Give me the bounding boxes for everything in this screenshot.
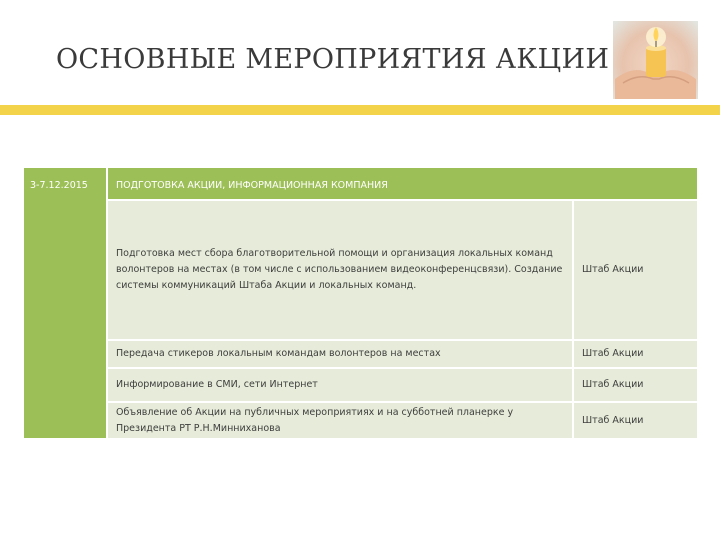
responsible-cell	[574, 403, 697, 438]
table-header-label: ПОДГОТОВКА АКЦИИ, ИНФОРМАЦИОННАЯ КОМПАНИЯ	[116, 180, 388, 191]
task-text: Объявление об Акции на публичных мероприятиях и на субботней планерке у Президента РТ Р.Н.Минниханова	[116, 406, 514, 434]
candle-in-hands-photo	[613, 21, 698, 99]
date-label: 3-7.12.2015	[30, 180, 88, 191]
date-column	[24, 168, 106, 438]
table-row	[108, 403, 572, 438]
task-text: Информирование в СМИ, сети Интернет	[116, 379, 318, 390]
task-text: Подготовка мест сбора благотворительной помощи и организация локальных команд волонтеров на местах (в том числе с использованием видеоконференцсвязи). Создание системы коммуникаций Штаба Акции и локальных команд.	[116, 248, 563, 291]
responsible-cell	[574, 369, 697, 401]
responsible-text: Штаб Акции	[582, 348, 644, 359]
responsible-text: Штаб Акции	[582, 414, 644, 426]
responsible-cell	[574, 341, 697, 367]
table-row	[108, 201, 572, 339]
responsible-text: Штаб Акции	[582, 264, 644, 275]
task-text: Передача стикеров локальным командам волонтеров на местах	[116, 348, 441, 359]
table-row	[108, 369, 572, 401]
responsible-cell	[574, 201, 697, 339]
slide-title: ОСНОВНЫЕ МЕРОПРИЯТИЯ АКЦИИ	[56, 44, 610, 75]
responsible-text: Штаб Акции	[582, 379, 644, 390]
table-row	[108, 341, 572, 367]
yellow-divider	[0, 105, 720, 115]
candle-in-hands-icon	[613, 21, 698, 99]
